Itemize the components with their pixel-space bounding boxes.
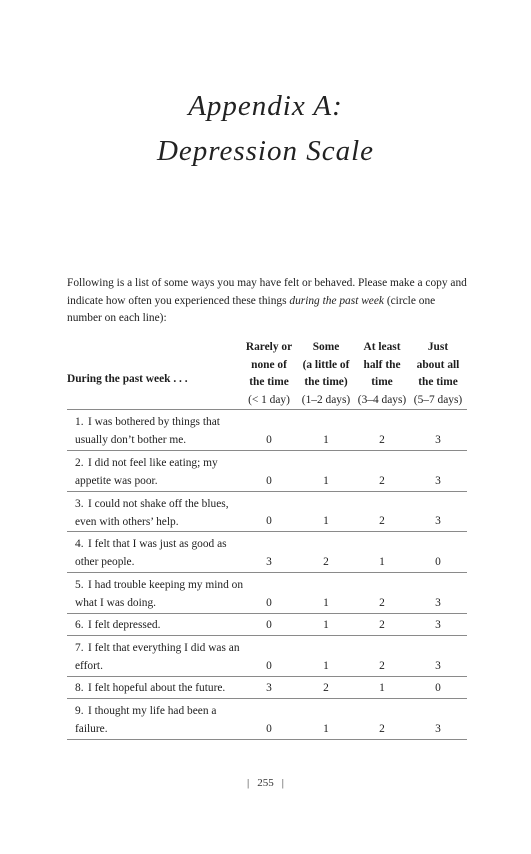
question-number: 5. bbox=[75, 579, 84, 591]
column-header-line: time bbox=[371, 376, 393, 388]
column-header-line: Rarely or bbox=[245, 341, 293, 353]
score-some[interactable]: 2 bbox=[323, 682, 329, 694]
score-at-least[interactable]: 2 bbox=[379, 434, 385, 446]
score-at-least[interactable]: 2 bbox=[379, 660, 385, 672]
score-just-about-all[interactable]: 3 bbox=[435, 723, 441, 735]
table-row bbox=[67, 409, 467, 450]
question-text: I did not feel like eating; my appetite was poor. bbox=[75, 457, 218, 487]
question-text: I could not shake off the blues, even with others’ help. bbox=[75, 498, 229, 528]
score-some[interactable]: 1 bbox=[323, 434, 329, 446]
column-header-range: (1–2 days) bbox=[301, 393, 351, 406]
question-number: 9. bbox=[75, 705, 84, 717]
score-just-about-all[interactable]: 3 bbox=[435, 515, 441, 527]
column-header-at-least bbox=[356, 339, 408, 409]
question-text: I felt depressed. bbox=[88, 619, 161, 631]
footer-rule-left: | bbox=[247, 777, 250, 789]
score-just-about-all[interactable]: 0 bbox=[435, 682, 441, 694]
score-just-about-all[interactable]: 3 bbox=[435, 434, 441, 446]
question-text: I was bothered by things that usually don’t bother me. bbox=[75, 416, 220, 446]
question-number: 6. bbox=[75, 619, 84, 631]
intro-emphasis: during the past week bbox=[289, 294, 384, 307]
score-some[interactable]: 2 bbox=[323, 556, 329, 568]
section-label: During the past week . . . bbox=[67, 373, 188, 385]
question bbox=[75, 535, 245, 571]
column-header-line: the time bbox=[249, 376, 289, 388]
score-some[interactable]: 1 bbox=[323, 619, 329, 631]
score-some[interactable]: 1 bbox=[323, 597, 329, 609]
question-number: 7. bbox=[75, 642, 84, 654]
question bbox=[75, 702, 245, 738]
score-at-least[interactable]: 2 bbox=[379, 515, 385, 527]
question bbox=[75, 495, 245, 531]
score-at-least[interactable]: 2 bbox=[379, 723, 385, 735]
question bbox=[75, 639, 245, 675]
table-row bbox=[67, 635, 467, 676]
score-at-least[interactable]: 2 bbox=[379, 597, 385, 609]
column-header-rarely bbox=[245, 339, 293, 409]
question bbox=[75, 413, 245, 449]
score-rarely[interactable]: 0 bbox=[266, 597, 272, 609]
score-rarely[interactable]: 0 bbox=[266, 515, 272, 527]
question bbox=[75, 454, 245, 490]
score-some[interactable]: 1 bbox=[323, 515, 329, 527]
table-row bbox=[67, 613, 467, 635]
score-rarely[interactable]: 0 bbox=[266, 619, 272, 631]
column-header-line: about all bbox=[416, 358, 460, 371]
score-at-least[interactable]: 1 bbox=[379, 556, 385, 568]
page-title-line-1: Appendix A: bbox=[188, 90, 343, 122]
questions-table bbox=[67, 409, 467, 740]
column-header-some bbox=[300, 339, 352, 409]
score-at-least[interactable]: 2 bbox=[379, 475, 385, 487]
column-header-line: the time) bbox=[304, 376, 348, 388]
column-header-range: (3–4 days) bbox=[357, 393, 407, 406]
score-some[interactable]: 1 bbox=[323, 723, 329, 735]
intro-paragraph bbox=[67, 275, 467, 328]
score-rarely[interactable]: 3 bbox=[266, 682, 272, 694]
column-header-line: none of bbox=[251, 358, 287, 371]
table-header bbox=[67, 339, 467, 409]
column-header-line: Some bbox=[312, 341, 340, 353]
score-just-about-all[interactable]: 0 bbox=[435, 556, 441, 568]
page-title-line-2: Depression Scale bbox=[156, 135, 375, 167]
question-text: I felt that I was just as good as other people. bbox=[75, 538, 227, 568]
question-number: 4. bbox=[75, 538, 84, 550]
question bbox=[75, 576, 245, 612]
table-row bbox=[67, 531, 467, 572]
footer-rule-right: | bbox=[281, 777, 284, 789]
table-row bbox=[67, 491, 467, 531]
table-row bbox=[67, 450, 467, 491]
intro-text-end: (circle one number on each line): bbox=[67, 294, 436, 324]
score-rarely[interactable]: 3 bbox=[266, 556, 272, 568]
score-some[interactable]: 1 bbox=[323, 475, 329, 487]
page-number: 255 bbox=[257, 777, 274, 789]
score-at-least[interactable]: 1 bbox=[379, 682, 385, 694]
score-just-about-all[interactable]: 3 bbox=[435, 619, 441, 631]
score-rarely[interactable]: 0 bbox=[266, 723, 272, 735]
score-at-least[interactable]: 2 bbox=[379, 619, 385, 631]
question bbox=[75, 679, 245, 697]
question-text: I felt hopeful about the future. bbox=[88, 682, 226, 694]
question-number: 2. bbox=[75, 457, 84, 469]
score-just-about-all[interactable]: 3 bbox=[435, 660, 441, 672]
column-header-line: At least bbox=[363, 341, 401, 353]
score-rarely[interactable]: 0 bbox=[266, 434, 272, 446]
question-number: 8. bbox=[75, 682, 84, 694]
score-rarely[interactable]: 0 bbox=[266, 475, 272, 487]
score-some[interactable]: 1 bbox=[323, 660, 329, 672]
column-header-line: Just bbox=[427, 341, 449, 353]
column-header-line: the time bbox=[418, 376, 458, 388]
question-text: I thought my life had been a failure. bbox=[75, 705, 217, 735]
score-just-about-all[interactable]: 3 bbox=[435, 475, 441, 487]
table-row bbox=[67, 572, 467, 613]
question-number: 3. bbox=[75, 498, 84, 510]
column-header-line: (a little of bbox=[302, 358, 350, 371]
score-rarely[interactable]: 0 bbox=[266, 660, 272, 672]
column-header-range: (< 1 day) bbox=[248, 393, 290, 406]
column-header-line: half the bbox=[363, 358, 401, 371]
intro-text: Following is a list of some ways you may have felt or behaved. Please make a copy and indicate how often you experienced these things bbox=[67, 277, 467, 307]
score-just-about-all[interactable]: 3 bbox=[435, 597, 441, 609]
question bbox=[75, 616, 245, 634]
column-header-just-about-all bbox=[412, 339, 464, 409]
question-number: 1. bbox=[75, 416, 84, 428]
question-text: I had trouble keeping my mind on what I was doing. bbox=[75, 579, 244, 609]
table-row bbox=[67, 698, 467, 740]
question-text: I felt that everything I did was an effort. bbox=[75, 642, 240, 672]
column-header-range: (5–7 days) bbox=[413, 393, 463, 406]
page-footer bbox=[0, 777, 531, 789]
table-row bbox=[67, 676, 467, 698]
